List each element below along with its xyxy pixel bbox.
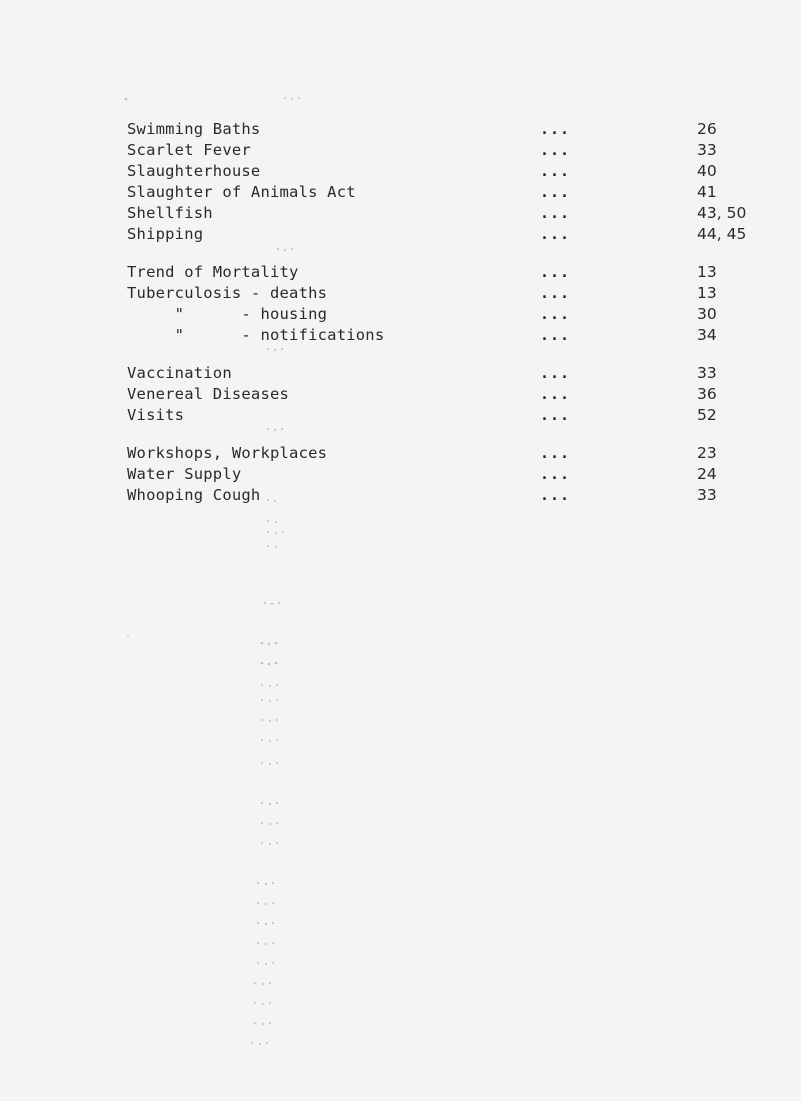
entry-label: " - housing [127,305,328,323]
page-reference: 34 [697,326,717,344]
dot-leader: ... [540,385,571,403]
index-entry-whooping-cough [0,484,801,506]
index-entry-visits [0,404,801,426]
page-reference: 24 [697,465,717,483]
page-reference: 40 [697,162,717,180]
dot-leader: ... [540,120,571,138]
index-entry-scarlet-fever [0,139,801,161]
index-entry-workshops-workplaces [0,442,801,464]
dot-leader: ... [540,263,571,281]
index-entry-trend-of-mortality [0,261,801,283]
page-reference: 52 [697,406,717,424]
entry-label: Venereal Diseases [127,385,290,403]
page-reference: 33 [697,364,717,382]
entry-label: Trend of Mortality [127,263,299,281]
dot-leader: ... [540,486,571,504]
page-reference: 33 [697,141,717,159]
index-entry-shipping [0,223,801,245]
page-reference: 23 [697,444,717,462]
page-reference: 44, 45 [697,225,747,243]
dot-leader: ... [540,465,571,483]
index-entry-tuberculosis-housing [0,303,801,325]
dot-leader: ... [540,305,571,323]
page-reference: 26 [697,120,717,138]
entry-label: Workshops, Workplaces [127,444,328,462]
index-entry-venereal-diseases [0,383,801,405]
index-entry-slaughter-of-animals-act [0,181,801,203]
entry-label: Slaughter of Animals Act [127,183,356,201]
entry-label: " - notifications [127,326,385,344]
entry-label: Water Supply [127,465,242,483]
entry-label: Whooping Cough [127,486,261,504]
entry-label: Vaccination [127,364,232,382]
dot-leader: ... [540,141,571,159]
index-entry-swimming-baths [0,118,801,140]
dot-leader: ... [540,364,571,382]
dot-leader: ... [540,326,571,344]
page-reference: 41 [697,183,717,201]
page-reference: 13 [697,284,717,302]
entry-label: Slaughterhouse [127,162,261,180]
page-reference: 43, 50 [697,204,747,222]
page-reference: 36 [697,385,717,403]
entry-label: Shipping [127,225,204,243]
dot-leader: ... [540,406,571,424]
dot-leader: ... [540,284,571,302]
entry-label: Visits [127,406,185,424]
entry-label: Swimming Baths [127,120,261,138]
index-entry-shellfish [0,202,801,224]
dot-leader: ... [540,204,571,222]
entry-label: Scarlet Fever [127,141,251,159]
entry-label: Shellfish [127,204,213,222]
dot-leader: ... [540,444,571,462]
index-entry-tuberculosis-deaths [0,282,801,304]
entry-label: Tuberculosis - deaths [127,284,328,302]
page-reference: 13 [697,263,717,281]
page-reference: 33 [697,486,717,504]
index-entry-slaughterhouse [0,160,801,182]
index-entry-water-supply [0,463,801,485]
page-reference: 30 [697,305,717,323]
dot-leader: ... [540,183,571,201]
index-entry-tuberculosis-notifications [0,324,801,346]
dot-leader: ... [540,162,571,180]
dot-leader: ... [540,225,571,243]
index-entry-vaccination [0,362,801,384]
